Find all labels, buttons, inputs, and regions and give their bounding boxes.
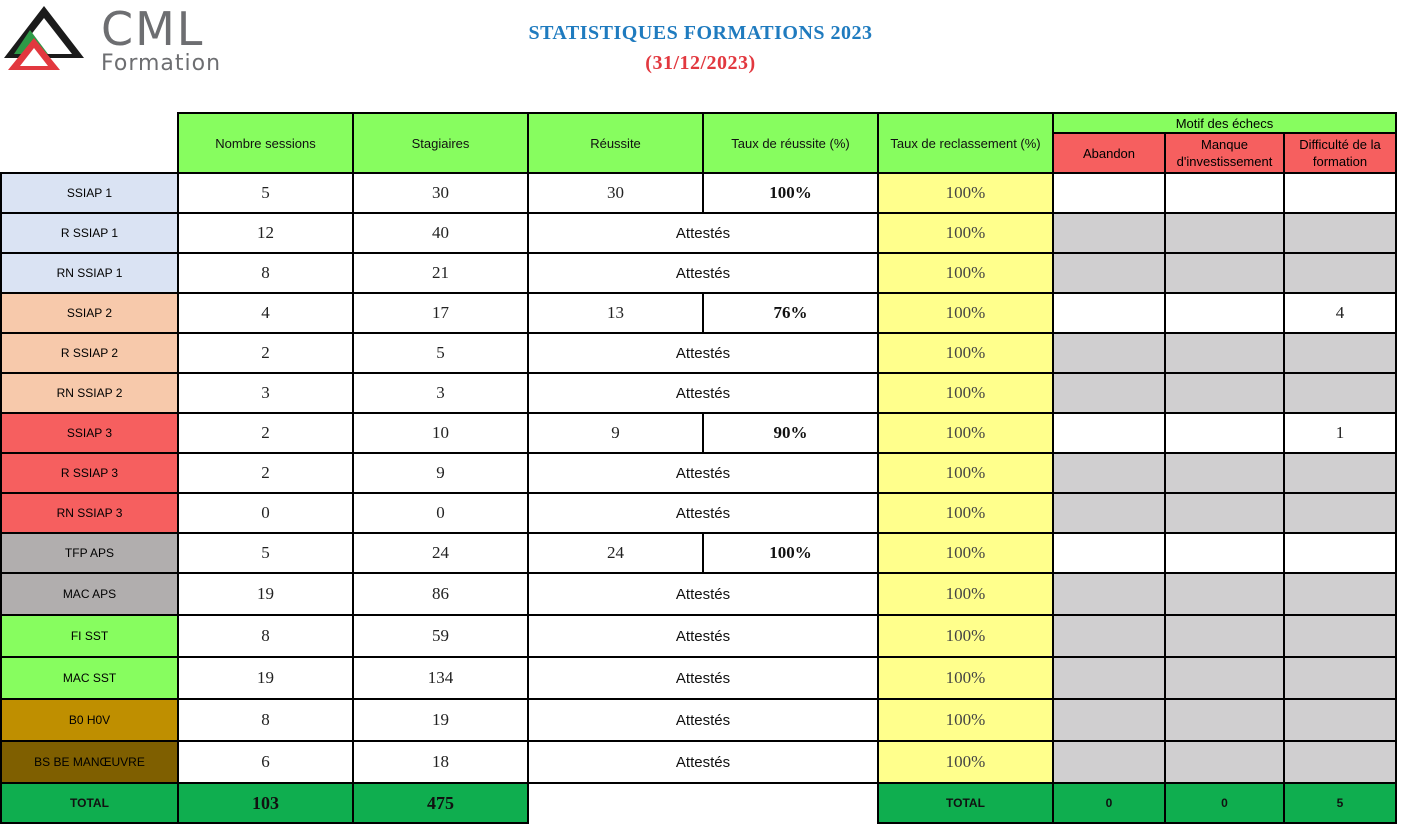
sessions-cell: 8 [178, 615, 353, 657]
stagiaires-cell: 19 [353, 699, 528, 741]
abandon-cell [1053, 493, 1165, 533]
reclassement-cell: 100% [878, 453, 1053, 493]
reclassement-cell: 100% [878, 253, 1053, 293]
difficulte-cell: 4 [1284, 293, 1396, 333]
sessions-cell: 19 [178, 657, 353, 699]
reclassement-cell: 100% [878, 699, 1053, 741]
total-difficulte: 5 [1284, 783, 1396, 823]
reclassement-cell: 100% [878, 741, 1053, 783]
reussite-cell: 24 [528, 533, 703, 573]
col-header-abandon: Abandon [1053, 133, 1165, 173]
reussite-cell: 9 [528, 413, 703, 453]
table-row [1, 741, 1396, 783]
table-row [1, 373, 1396, 413]
table-row [1, 657, 1396, 699]
stagiaires-cell: 134 [353, 657, 528, 699]
difficulte-cell [1284, 573, 1396, 615]
row-label: RN SSIAP 3 [1, 493, 178, 533]
page-title: STATISTIQUES FORMATIONS 2023 [528, 22, 873, 44]
sessions-cell: 4 [178, 293, 353, 333]
statistics-table [0, 112, 1397, 824]
row-label: SSIAP 2 [1, 293, 178, 333]
stagiaires-cell: 9 [353, 453, 528, 493]
manque-cell [1165, 413, 1284, 453]
row-label: SSIAP 3 [1, 413, 178, 453]
reussite-cell: 30 [528, 173, 703, 213]
difficulte-cell [1284, 615, 1396, 657]
row-label: MAC APS [1, 573, 178, 615]
difficulte-cell [1284, 533, 1396, 573]
table-row [1, 533, 1396, 573]
manque-cell [1165, 253, 1284, 293]
manque-cell [1165, 373, 1284, 413]
abandon-cell [1053, 213, 1165, 253]
manque-cell [1165, 657, 1284, 699]
abandon-cell [1053, 741, 1165, 783]
stagiaires-cell: 21 [353, 253, 528, 293]
row-label: BS BE MANŒUVRE [1, 741, 178, 783]
col-header-reussite: Réussite [528, 113, 703, 173]
attestes-cell: Attestés [528, 493, 878, 533]
col-header-stagiaires: Stagiaires [353, 113, 528, 173]
difficulte-cell [1284, 333, 1396, 373]
difficulte-cell [1284, 173, 1396, 213]
sessions-cell: 3 [178, 373, 353, 413]
abandon-cell [1053, 533, 1165, 573]
reclassement-cell: 100% [878, 413, 1053, 453]
row-label: R SSIAP 1 [1, 213, 178, 253]
abandon-cell [1053, 373, 1165, 413]
abandon-cell [1053, 615, 1165, 657]
reclassement-cell: 100% [878, 615, 1053, 657]
stagiaires-cell: 86 [353, 573, 528, 615]
taux-reussite-cell: 90% [703, 413, 878, 453]
table-row [1, 493, 1396, 533]
table-row [1, 453, 1396, 493]
abandon-cell [1053, 573, 1165, 615]
total-gap [528, 783, 878, 823]
total-manque: 0 [1165, 783, 1284, 823]
attestes-cell: Attestés [528, 573, 878, 615]
manque-cell [1165, 213, 1284, 253]
row-label: SSIAP 1 [1, 173, 178, 213]
row-label: MAC SST [1, 657, 178, 699]
corner-blank [1, 113, 178, 173]
difficulte-cell [1284, 741, 1396, 783]
stagiaires-cell: 0 [353, 493, 528, 533]
table-row [1, 293, 1396, 333]
attestes-cell: Attestés [528, 699, 878, 741]
abandon-cell [1053, 453, 1165, 493]
row-label: R SSIAP 2 [1, 333, 178, 373]
sessions-cell: 5 [178, 173, 353, 213]
reclassement-cell: 100% [878, 333, 1053, 373]
attestes-cell: Attestés [528, 373, 878, 413]
row-label: R SSIAP 3 [1, 453, 178, 493]
abandon-cell [1053, 333, 1165, 373]
manque-cell [1165, 293, 1284, 333]
table-row [1, 173, 1396, 213]
stagiaires-cell: 59 [353, 615, 528, 657]
taux-reussite-cell: 76% [703, 293, 878, 333]
taux-reussite-cell: 100% [703, 173, 878, 213]
manque-cell [1165, 615, 1284, 657]
logo-brand-text: CML [101, 2, 205, 56]
stagiaires-cell: 24 [353, 533, 528, 573]
col-header-manque: Manque d'investissement [1165, 133, 1284, 173]
abandon-cell [1053, 413, 1165, 453]
reclassement-cell: 100% [878, 213, 1053, 253]
stagiaires-cell: 18 [353, 741, 528, 783]
sessions-cell: 19 [178, 573, 353, 615]
attestes-cell: Attestés [528, 213, 878, 253]
stagiaires-cell: 30 [353, 173, 528, 213]
reussite-cell: 13 [528, 293, 703, 333]
reclassement-cell: 100% [878, 573, 1053, 615]
sessions-cell: 2 [178, 333, 353, 373]
total-label: TOTAL [1, 783, 178, 823]
difficulte-cell [1284, 493, 1396, 533]
sessions-cell: 0 [178, 493, 353, 533]
total-sessions: 103 [178, 783, 353, 823]
row-label: FI SST [1, 615, 178, 657]
table-row [1, 615, 1396, 657]
sessions-cell: 12 [178, 213, 353, 253]
reclassement-cell: 100% [878, 173, 1053, 213]
abandon-cell [1053, 699, 1165, 741]
total-stagiaires: 475 [353, 783, 528, 823]
sessions-cell: 2 [178, 453, 353, 493]
total-row [1, 783, 1396, 823]
attestes-cell: Attestés [528, 657, 878, 699]
table-row [1, 333, 1396, 373]
taux-reussite-cell: 100% [703, 533, 878, 573]
manque-cell [1165, 493, 1284, 533]
sessions-cell: 8 [178, 253, 353, 293]
logo-sub-text: Formation [101, 51, 222, 76]
reclassement-cell: 100% [878, 657, 1053, 699]
attestes-cell: Attestés [528, 453, 878, 493]
manque-cell [1165, 173, 1284, 213]
table-row [1, 573, 1396, 615]
total-label-2: TOTAL [878, 783, 1053, 823]
reclassement-cell: 100% [878, 373, 1053, 413]
sessions-cell: 6 [178, 741, 353, 783]
attestes-cell: Attestés [528, 741, 878, 783]
difficulte-cell [1284, 373, 1396, 413]
table-row [1, 213, 1396, 253]
abandon-cell [1053, 173, 1165, 213]
stagiaires-cell: 10 [353, 413, 528, 453]
stagiaires-cell: 3 [353, 373, 528, 413]
row-label: RN SSIAP 1 [1, 253, 178, 293]
table-row [1, 253, 1396, 293]
abandon-cell [1053, 657, 1165, 699]
reclassement-cell: 100% [878, 493, 1053, 533]
abandon-cell [1053, 253, 1165, 293]
table-row [1, 699, 1396, 741]
difficulte-cell [1284, 657, 1396, 699]
sessions-cell: 8 [178, 699, 353, 741]
attestes-cell: Attestés [528, 615, 878, 657]
col-header-taux-reclassement: Taux de reclassement (%) [878, 113, 1053, 173]
difficulte-cell: 1 [1284, 413, 1396, 453]
row-label: TFP APS [1, 533, 178, 573]
col-header-motif: Motif des échecs [1053, 113, 1396, 133]
reclassement-cell: 100% [878, 533, 1053, 573]
manque-cell [1165, 333, 1284, 373]
col-header-difficulte: Difficulté de la formation [1284, 133, 1396, 173]
attestes-cell: Attestés [528, 253, 878, 293]
col-header-sessions: Nombre sessions [178, 113, 353, 173]
manque-cell [1165, 573, 1284, 615]
row-label: RN SSIAP 2 [1, 373, 178, 413]
difficulte-cell [1284, 453, 1396, 493]
attestes-cell: Attestés [528, 333, 878, 373]
sessions-cell: 2 [178, 413, 353, 453]
manque-cell [1165, 533, 1284, 573]
stagiaires-cell: 17 [353, 293, 528, 333]
total-abandon: 0 [1053, 783, 1165, 823]
reclassement-cell: 100% [878, 293, 1053, 333]
difficulte-cell [1284, 253, 1396, 293]
manque-cell [1165, 741, 1284, 783]
difficulte-cell [1284, 699, 1396, 741]
sessions-cell: 5 [178, 533, 353, 573]
difficulte-cell [1284, 213, 1396, 253]
row-label: B0 H0V [1, 699, 178, 741]
stagiaires-cell: 40 [353, 213, 528, 253]
col-header-taux-reussite: Taux de réussite (%) [703, 113, 878, 173]
manque-cell [1165, 699, 1284, 741]
manque-cell [1165, 453, 1284, 493]
page-date: (31/12/2023) [645, 52, 756, 74]
abandon-cell [1053, 293, 1165, 333]
table-row [1, 413, 1396, 453]
stagiaires-cell: 5 [353, 333, 528, 373]
